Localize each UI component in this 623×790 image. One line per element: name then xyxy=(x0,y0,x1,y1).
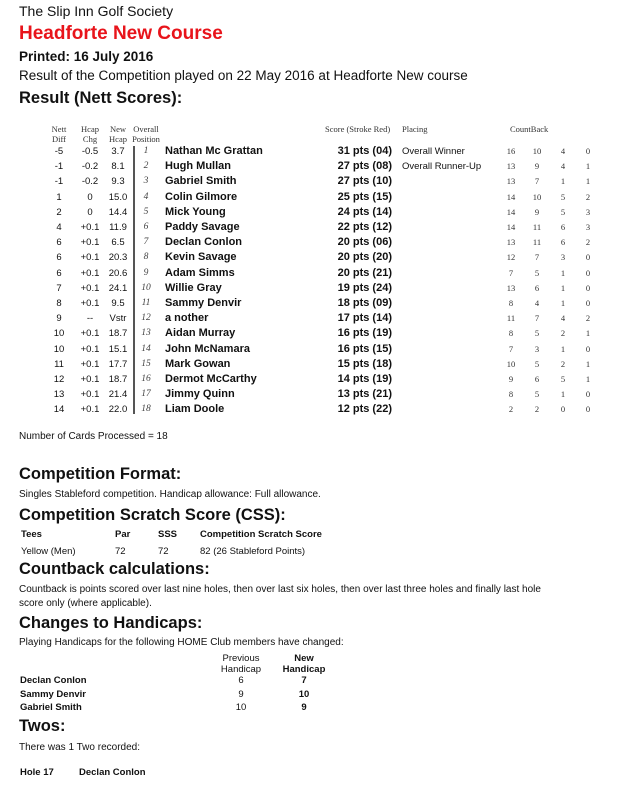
player-name: Adam Simms xyxy=(165,266,235,279)
countback-value: 9 xyxy=(508,374,514,384)
player-name: Mark Gowan xyxy=(165,357,231,370)
player-name: a nother xyxy=(165,312,209,325)
css-score: 82 (26 Stableford Points) xyxy=(200,546,306,557)
score: 15 pts (18) xyxy=(337,357,392,370)
countback-value: 5 xyxy=(560,206,566,217)
css-sss: 72 xyxy=(158,546,169,557)
new-hcap: 24.1 xyxy=(108,282,128,294)
new-hcap: 3.7 xyxy=(111,146,125,157)
countback-value: 8 xyxy=(508,298,514,308)
countback-value: 4 xyxy=(560,313,566,324)
hcap-change: +0.1 xyxy=(80,298,100,309)
hcap-change: +0.1 xyxy=(80,222,100,233)
countback-heading: Countback calculations: xyxy=(19,560,210,578)
placing: Overall Winner xyxy=(402,146,465,157)
score: 25 pts (15) xyxy=(337,190,392,203)
new-hcap: 18.7 xyxy=(108,374,128,385)
result-row xyxy=(0,144,623,159)
nett-diff: 10 xyxy=(53,343,65,355)
new-handicap: 9 xyxy=(301,702,307,713)
hcap-change: +0.1 xyxy=(80,389,100,401)
css-header-score: Competition Scratch Score xyxy=(200,529,322,540)
css-par: 72 xyxy=(115,546,126,557)
result-row xyxy=(0,235,623,250)
score: 12 pts (22) xyxy=(337,403,392,416)
countback-value: 4 xyxy=(560,146,566,156)
result-row xyxy=(0,342,623,357)
score: 20 pts (06) xyxy=(337,236,392,249)
nett-diff: 8 xyxy=(56,298,62,309)
player-name: Sammy Denvir xyxy=(165,297,242,309)
result-row xyxy=(0,296,623,311)
placing: Overall Runner-Up xyxy=(402,161,482,173)
countback-value: 6 xyxy=(560,237,566,248)
nett-diff: 4 xyxy=(56,222,62,233)
countback-value: 1 xyxy=(560,298,566,308)
two-hole: Hole 17 xyxy=(20,767,54,778)
countback-value: 1 xyxy=(560,343,566,354)
countback-text-1: Countback is points scored over last nine holes, then over last six holes, then over last three holes and finally last hole xyxy=(19,584,541,595)
countback-value: 0 xyxy=(585,282,591,293)
overall-position: 14 xyxy=(141,343,151,354)
overall-position: 11 xyxy=(141,298,151,308)
player-name: Paddy Savage xyxy=(165,221,240,233)
countback-value: 7 xyxy=(534,176,540,187)
countback-value: 10 xyxy=(532,146,542,156)
new-hcap: 15.1 xyxy=(108,343,128,355)
new-hcap: 15.0 xyxy=(108,191,128,203)
hcap-change: +0.1 xyxy=(80,404,100,416)
countback-value: 16 xyxy=(506,146,516,156)
previous-handicap: 10 xyxy=(235,702,247,713)
countback-value: 1 xyxy=(585,176,591,187)
score: 27 pts (10) xyxy=(337,175,392,188)
new-hcap: 14.4 xyxy=(108,206,128,218)
result-row xyxy=(0,190,623,205)
overall-position: 13 xyxy=(141,328,151,339)
player-name: John McNamara xyxy=(165,342,250,355)
new-handicap: 10 xyxy=(298,688,310,700)
countback-value: 2 xyxy=(560,358,566,369)
player-name: Nathan Mc Grattan xyxy=(165,145,263,157)
nett-diff: 13 xyxy=(53,389,65,401)
score: 16 pts (19) xyxy=(337,327,392,340)
player-name: Liam Doole xyxy=(165,403,225,416)
countback-value: 7 xyxy=(534,313,540,324)
result-row xyxy=(0,205,623,220)
overall-position: 15 xyxy=(141,358,151,369)
countback-value: 5 xyxy=(560,191,566,202)
countback-value: 4 xyxy=(560,161,566,172)
countback-value: 10 xyxy=(532,191,542,202)
countback-value: 12 xyxy=(506,252,516,263)
countback-value: 6 xyxy=(534,374,540,384)
result-row xyxy=(0,372,623,387)
header-hcap-chg: Hcap Chg xyxy=(81,124,99,144)
score: 19 pts (24) xyxy=(337,281,392,294)
twos-text: There was 1 Two recorded: xyxy=(19,742,140,753)
countback-value: 0 xyxy=(585,252,591,263)
countback-value: 13 xyxy=(506,282,516,293)
result-description: Result of the Competition played on 22 May 2016 at Headforte New course xyxy=(19,68,468,83)
new-hcap: 22.0 xyxy=(108,404,128,416)
result-row xyxy=(0,174,623,189)
handicaps-intro: Playing Handicaps for the following HOME Club members have changed: xyxy=(19,637,344,648)
countback-value: 3 xyxy=(534,343,540,354)
overall-position: 1 xyxy=(143,146,149,156)
countback-value: 2 xyxy=(534,404,540,415)
nett-diff: 14 xyxy=(53,404,65,416)
result-row xyxy=(0,357,623,372)
new-handicap: 7 xyxy=(301,675,307,686)
score: 24 pts (14) xyxy=(337,205,392,218)
nett-diff: 1 xyxy=(56,191,62,203)
countback-value: 3 xyxy=(585,222,591,232)
countback-value: 3 xyxy=(560,252,566,263)
countback-value: 13 xyxy=(506,176,516,187)
overall-position: 18 xyxy=(141,404,151,415)
countback-value: 8 xyxy=(508,328,514,339)
hcap-change: +0.1 xyxy=(80,328,100,340)
countback-value: 9 xyxy=(534,161,540,172)
handicaps-heading: Changes to Handicaps: xyxy=(19,614,203,632)
hcap-change: +0.1 xyxy=(80,343,100,355)
nett-diff: 9 xyxy=(56,313,62,325)
header-new-hcap: New Hcap xyxy=(109,124,127,144)
overall-position: 8 xyxy=(143,252,149,263)
result-row xyxy=(0,387,623,402)
countback-value: 8 xyxy=(508,389,514,400)
countback-value: 0 xyxy=(585,389,591,400)
result-row xyxy=(0,402,623,417)
overall-position: 2 xyxy=(143,161,149,172)
countback-value: 2 xyxy=(585,313,591,324)
new-hcap: 9.5 xyxy=(111,298,125,309)
overall-position: 7 xyxy=(143,237,149,248)
format-heading: Competition Format: xyxy=(19,465,182,483)
countback-value: 4 xyxy=(534,298,540,308)
countback-value: 5 xyxy=(534,328,540,339)
nett-diff: -1 xyxy=(54,161,64,173)
countback-value: 6 xyxy=(560,222,566,232)
player-name: Dermot McCarthy xyxy=(165,373,257,385)
overall-position: 5 xyxy=(143,206,149,217)
nett-diff: 10 xyxy=(53,328,65,340)
score: 20 pts (21) xyxy=(337,266,392,279)
header-countback: CountBack xyxy=(510,124,549,134)
two-player-name: Declan Conlon xyxy=(79,767,146,778)
printed-date: Printed: 16 July 2016 xyxy=(19,49,154,64)
countback-value: 2 xyxy=(585,191,591,202)
player-name: Aidan Murray xyxy=(165,327,236,340)
countback-value: 14 xyxy=(506,191,516,202)
nett-diff: -1 xyxy=(54,176,64,188)
countback-value: 1 xyxy=(560,176,566,187)
countback-value: 13 xyxy=(506,237,516,248)
header-overall-position: Overall Position xyxy=(132,124,160,144)
hcap-change: +0.1 xyxy=(80,267,100,279)
css-tees: Yellow (Men) xyxy=(21,546,76,557)
player-name: Willie Gray xyxy=(165,281,222,294)
header-score: Score (Stroke Red) xyxy=(325,124,391,134)
nett-diff: 6 xyxy=(56,267,62,279)
countback-value: 11 xyxy=(506,313,516,324)
score: 31 pts (04) xyxy=(337,145,392,157)
nett-diff: -5 xyxy=(54,146,64,157)
hcap-change: -0.2 xyxy=(81,161,99,173)
new-hcap: 20.6 xyxy=(108,267,128,279)
countback-value: 7 xyxy=(508,267,514,278)
cards-processed: Number of Cards Processed = 18 xyxy=(19,431,168,442)
new-hcap: 11.9 xyxy=(109,222,127,233)
result-row xyxy=(0,250,623,265)
nett-diff: 11 xyxy=(54,358,64,370)
countback-value: 0 xyxy=(585,343,591,354)
results-heading: Result (Nett Scores): xyxy=(19,89,183,107)
header-new-handicap: New Handicap xyxy=(282,653,326,675)
result-row xyxy=(0,326,623,341)
player-name: Mick Young xyxy=(165,205,226,218)
css-header-sss: SSS xyxy=(158,529,178,540)
countback-value: 0 xyxy=(585,298,591,308)
countback-value: 0 xyxy=(585,146,591,156)
countback-value: 0 xyxy=(560,404,566,415)
score: 18 pts (09) xyxy=(337,297,392,309)
nett-diff: 12 xyxy=(53,374,65,385)
nett-diff: 7 xyxy=(56,282,62,294)
score: 14 pts (19) xyxy=(337,373,392,385)
countback-value: 0 xyxy=(585,404,591,415)
header-nett-diff: Nett Diff xyxy=(51,124,67,144)
hcap-change: +0.1 xyxy=(80,358,100,370)
countback-value: 11 xyxy=(532,237,542,248)
overall-position: 12 xyxy=(141,313,151,324)
countback-value: 5 xyxy=(534,267,540,278)
result-row xyxy=(0,220,623,235)
countback-value: 13 xyxy=(506,161,516,172)
score: 17 pts (14) xyxy=(337,312,392,325)
hcap-change: -0.2 xyxy=(81,176,99,188)
overall-position: 3 xyxy=(143,176,149,187)
nett-diff: 2 xyxy=(56,206,62,218)
player-name: Hugh Mullan xyxy=(165,160,231,173)
countback-value: 1 xyxy=(585,374,591,384)
score: 13 pts (21) xyxy=(337,388,392,401)
countback-value: 1 xyxy=(585,328,591,339)
handicap-player-name: Gabriel Smith xyxy=(20,702,82,713)
hcap-change: +0.1 xyxy=(80,252,100,264)
new-hcap: 17.7 xyxy=(108,358,128,370)
nett-diff: 6 xyxy=(56,237,62,249)
countback-value: 7 xyxy=(508,343,514,354)
countback-value: 3 xyxy=(585,206,591,217)
hcap-change: +0.1 xyxy=(80,237,100,249)
result-row xyxy=(0,311,623,326)
countback-value: 5 xyxy=(534,389,540,400)
countback-value: 1 xyxy=(585,358,591,369)
score: 20 pts (20) xyxy=(337,251,392,264)
css-header-tees: Tees xyxy=(21,529,42,540)
overall-position: 6 xyxy=(143,222,149,232)
countback-value: 14 xyxy=(506,206,516,217)
countback-value: 1 xyxy=(560,282,566,293)
society-name: The Slip Inn Golf Society xyxy=(19,3,174,19)
countback-value: 10 xyxy=(506,358,516,369)
countback-value: 1 xyxy=(560,389,566,400)
countback-value: 9 xyxy=(534,206,540,217)
header-previous-handicap: Previous Handicap xyxy=(220,653,262,675)
result-row xyxy=(0,159,623,174)
score: 22 pts (12) xyxy=(337,221,392,233)
overall-position: 10 xyxy=(141,282,151,293)
new-hcap: 20.3 xyxy=(108,252,128,264)
previous-handicap: 9 xyxy=(238,688,244,700)
countback-value: 14 xyxy=(506,222,516,232)
previous-handicap: 6 xyxy=(238,675,244,686)
overall-position: 4 xyxy=(143,191,149,202)
countback-text-2: score only (where applicable). xyxy=(19,598,152,609)
player-name: Kevin Savage xyxy=(165,251,237,264)
css-header-par: Par xyxy=(115,529,131,540)
countback-value: 5 xyxy=(534,358,540,369)
nett-diff: 6 xyxy=(56,252,62,264)
hcap-change: +0.1 xyxy=(80,282,100,294)
new-hcap: 9.3 xyxy=(111,176,125,188)
countback-value: 2 xyxy=(508,404,514,415)
new-hcap: 18.7 xyxy=(108,328,128,340)
score: 27 pts (08) xyxy=(337,160,392,173)
format-text: Singles Stableford competition. Handicap allowance: Full allowance. xyxy=(19,489,321,500)
countback-value: 5 xyxy=(560,374,566,384)
handicap-player-name: Declan Conlon xyxy=(20,675,87,686)
player-name: Gabriel Smith xyxy=(165,175,237,188)
new-hcap: 6.5 xyxy=(111,237,125,249)
header-placing: Placing xyxy=(402,124,428,134)
overall-position: 9 xyxy=(143,267,149,278)
overall-position: 17 xyxy=(141,389,151,400)
countback-value: 0 xyxy=(585,267,591,278)
countback-value: 7 xyxy=(534,252,540,263)
css-heading: Competition Scratch Score (CSS): xyxy=(19,506,286,524)
countback-value: 6 xyxy=(534,282,540,293)
hcap-change: -0.5 xyxy=(81,146,99,157)
countback-value: 1 xyxy=(585,161,591,172)
player-name: Declan Conlon xyxy=(165,236,243,249)
hcap-change: 0 xyxy=(87,206,93,218)
twos-heading: Twos: xyxy=(19,717,66,735)
course-title: Headforte New Course xyxy=(19,23,223,44)
result-row xyxy=(0,281,623,296)
hcap-change: 0 xyxy=(87,191,93,203)
player-name: Jimmy Quinn xyxy=(165,388,235,401)
handicap-player-name: Sammy Denvir xyxy=(20,688,87,700)
new-hcap: Vstr xyxy=(109,313,127,325)
overall-position: 16 xyxy=(141,374,151,384)
new-hcap: 21.4 xyxy=(108,389,128,401)
hcap-change: +0.1 xyxy=(80,374,100,385)
countback-value: 1 xyxy=(560,267,566,278)
result-row xyxy=(0,266,623,281)
score: 16 pts (15) xyxy=(337,342,392,355)
countback-value: 11 xyxy=(532,222,542,232)
player-name: Colin Gilmore xyxy=(165,190,238,203)
countback-value: 2 xyxy=(585,237,591,248)
hcap-change: -- xyxy=(86,313,94,325)
countback-value: 2 xyxy=(560,328,566,339)
new-hcap: 8.1 xyxy=(111,161,125,173)
